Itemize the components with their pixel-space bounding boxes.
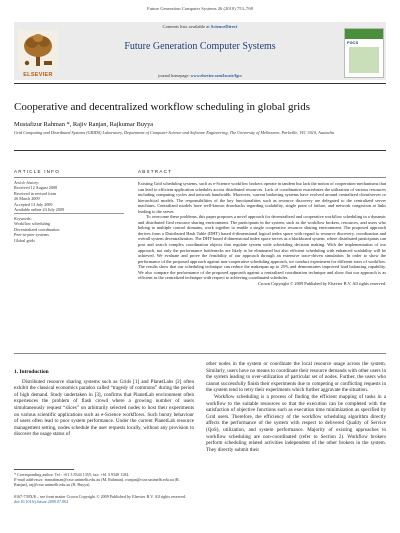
abstract-copyright: Crown Copyright © 2009 Published by Elsevier B.V. All rights reserved.: [257, 280, 386, 286]
email-addresses[interactable]: mmrahman@csse.unimelb.edu.au (M. Rahman), rranjan@csse.unimelb.edu.au (R. Ranjan), raj@csse.unimelb.edu.au (R. Buyya).: [14, 477, 180, 488]
history-item: Accepted 13 July 2009: [14, 201, 53, 207]
keyword-item: Peer-to-peer systems: [14, 232, 49, 238]
contents-prefix: Contents lists available at: [162, 24, 211, 29]
keywords-label: Keywords:: [14, 216, 32, 221]
article-history: [14, 180, 124, 212]
corresponding-author-note: * Corresponding author. Tel.: +61 3 8344 1355; fax: +61 3 9348 1184.: [14, 472, 130, 477]
paper-authors: Mustafizur Rahman *, Rajiv Ranjan, Rajkumar Buyya: [14, 121, 154, 128]
journal-homepage: [62, 73, 338, 78]
history-item: Available online 24 July 2009: [14, 207, 65, 213]
keyword-item: Decentralized coordination: [14, 226, 60, 232]
cover-band: [345, 29, 383, 39]
history-item: 26 March 2009: [14, 196, 40, 202]
cover-title: FGCS: [347, 40, 359, 45]
abstract-body: [138, 181, 386, 286]
running-head: Future Generation Computer Systems 26 (2010) 753–768: [147, 6, 253, 11]
abstract-paragraph: Existing Grid scheduling systems, such as e-Science workflow brokers operate in tandem but lack the notion of cooperation mechanisms that can lead to efficient application schedules across distributed resources. Lack of coordination exacerbates the utilization of various resources including computing cycles and network bandwidth. Moreover, current brokering systems have evolved around centralized client/server or hierarchical models. The responsibilities of the key functionalities such as resource discovery are delegated to the centralized server machines. Centralized models have well-known drawbacks regarding scalability, single point of failure, and network congestion at links leading to the server.: [138, 181, 387, 214]
body-paragraph: Workflow scheduling is a process of finding the efficient mapping of tasks in a workflow to the suitable resources so that the execution can be completed with the satisfaction of objective functions such as execution time minimization as specified by Grid users. Therefore, the efficiency of the workflow scheduling algorithm directly affects the performance of the system with respect to delivered Quality of Service (QoS), utilization, and system performance. Majority of existing approaches to workflow scheduling are non-coordinated (refer to Section 2). Workflow brokers perform scheduling related activities independent of the other brokers in the system. They directly submit their: [206, 393, 386, 453]
paper-affiliation: Grid Computing and Distributed Systems (GRIDS) Laboratory, Department of Computer Science and Software Engineering, The University of Melbourne, Parkville, VIC 3010, Australia: [14, 130, 335, 135]
history-item: Received in revised form: [14, 190, 57, 196]
cover-image: [349, 47, 379, 73]
article-info-heading: ARTICLE INFO: [14, 169, 60, 174]
body-right-column: [206, 361, 386, 453]
keywords: [14, 216, 124, 243]
abstract-paragraph: To overcome these problems, this paper proposes a novel approach for decentralized and cooperative workflow scheduling in a dynamic and distributed Grid resource sharing environment. The participants in the system, such as the workflow brokers, resources, and users who belong to multiple control domains, work together to enable a single cooperative resource sharing environment. The proposed approach derives from a Distributed Hash Table (DHT) based d-dimensional logical index space with regard to resource discovery, coordination and overall system decentralization. The DHT-based d-dimensional index space serves as a blackboard system, where distributed participants can post and search complex coordination objects that regulate system wide scheduling decision making. With the implementation of our approach, not only the performance bottlenecks are likely to be eliminated but also efficient scheduling with enhanced scalability will be achieved. We evaluate and prove the feasibility of our approach through an extensive trace-driven simulation. In order to show the performance of the proposed approach against non-cooperative scheduling approach, we conduct experiment for different sizes of workflow. The results show that our scheduling technique can reduce the makespan up to 25% and demonstrates improved load balancing capability. We also compare the performance of the proposed approach against a centralized coordination technique and show that our approach is as efficient as the centralized technique with respect to achieving coordinated schedules.: [138, 214, 386, 281]
history-item: Received 12 August 2008: [14, 185, 58, 191]
journal-cover-thumbnail: [344, 28, 384, 78]
doi-link[interactable]: doi:10.1016/j.future.2009.07.002: [14, 499, 69, 505]
footnotes: [14, 472, 194, 488]
keyword-item: Workflow scheduling: [14, 221, 51, 227]
history-label: Article history:: [14, 180, 40, 185]
homepage-prefix: journal homepage:: [158, 73, 191, 78]
abstract-heading: ABSTRACT: [138, 169, 173, 174]
body-paragraph: Distributed resource sharing systems such as Grids [1] and PlanetLabs [2] often exhibit the classical economics paradox called “tragedy of commons” during the period of high demand. Study undertaken in [3], confirms that PlanetLab environment often experiences the problem of flash crowd where a growing number of users simultaneously request “slices” on arbitrarily selected nodes to host their experiments on various scientific applications such as e-Science workflows. Such bursty behaviour of users often lead to poor system performance. Under the current PlanetLab resource management setting, nodes schedule the user requests locally, without any provision to discover the usage status of: [14, 378, 194, 438]
keyword-item: Global grids: [14, 237, 35, 243]
homepage-link[interactable]: www.elsevier.com/locate/fgcs: [190, 73, 242, 78]
email-note: [14, 477, 194, 487]
publisher-logo-text: ELSEVIER: [23, 72, 53, 78]
sciencedirect-link[interactable]: ScienceDirect: [210, 24, 238, 29]
section-rule: [14, 177, 386, 178]
title-rule: [14, 150, 386, 151]
elsevier-tree-logo-icon: [18, 30, 58, 70]
body-left-column: [14, 369, 194, 438]
paper-title: Cooperative and decentralized workflow scheduling in global grids: [14, 101, 310, 113]
introduction-heading: 1. Introduction: [14, 369, 49, 375]
journal-title: Future Generation Computer Systems: [124, 41, 276, 52]
footnote-rule: [14, 469, 74, 470]
abstract-end-rule: [14, 353, 386, 354]
front-matter-line: [14, 494, 386, 504]
body-paragraph: other nodes in the system or coordinate the local resource usage across the system. Similarly, users have no means to coordinate their resource demands with other users in the system leading to over-utilization of particular set of nodes. Further, the users who cannot successfully finish their experiments due to competing or conflicting requests in the system tend to retry their experiments which further aggravate the situation.: [206, 361, 386, 394]
email-label: E-mail addresses:: [14, 477, 45, 483]
issn-line: 0167-739X/$ – see front matter Crown Copyright © 2009 Published by Elsevier B.V. All rights reserved.: [14, 494, 186, 499]
header-rule: [14, 83, 386, 84]
info-divider: [14, 213, 124, 214]
contents-line: [14, 24, 386, 29]
